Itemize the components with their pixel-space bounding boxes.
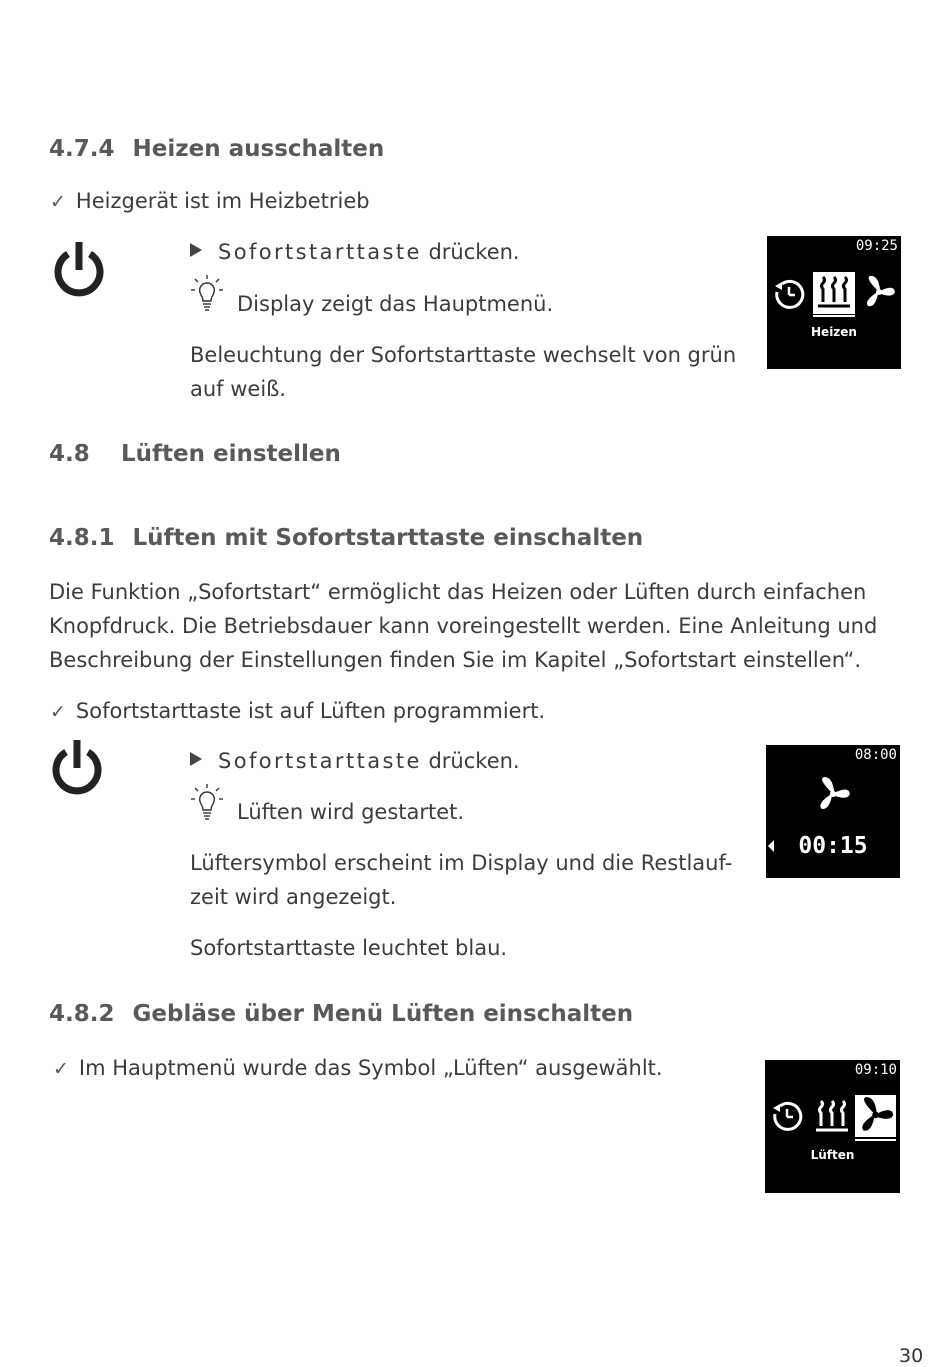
section-number: 4.8 bbox=[49, 441, 90, 467]
section-title: Lüften mit Sofortstarttaste einschalten bbox=[132, 525, 644, 551]
clock-icon bbox=[771, 1100, 803, 1132]
section-title: Gebläse über Menü Lüften einschalten bbox=[132, 1001, 634, 1027]
device-display-main-menu-vent bbox=[765, 1060, 900, 1193]
lightbulb-icon bbox=[190, 274, 224, 312]
note-vent-quick-2: Sofortstarttaste leuchtet blau. bbox=[190, 936, 508, 960]
checkmark-icon: ✓ bbox=[50, 191, 66, 213]
step-rest: drücken. bbox=[421, 240, 520, 264]
step-key: Sofortstarttaste bbox=[218, 749, 422, 773]
fan-icon bbox=[814, 775, 852, 815]
heater-icon-selected bbox=[813, 272, 855, 314]
display-time: 08:00 bbox=[854, 747, 897, 763]
note-vent-quick-line1: Lüftersymbol erscheint im Display und die Restlauf- bbox=[190, 851, 733, 875]
checkmark-icon: ✓ bbox=[53, 1058, 69, 1080]
lightbulb-icon bbox=[190, 783, 224, 821]
checkmark-icon: ✓ bbox=[50, 701, 66, 723]
selection-underline bbox=[855, 1139, 896, 1141]
result-heat-off: Display zeigt das Hauptmenü. bbox=[237, 292, 554, 316]
precondition-vent-quick bbox=[50, 694, 545, 729]
section-heading-4-8-1 bbox=[49, 525, 643, 551]
precondition-text: Im Hauptmenü wurde das Symbol „Lüften“ ausgewählt. bbox=[78, 1056, 663, 1080]
precondition-heat-off bbox=[50, 184, 370, 219]
section-title: Lüften einstellen bbox=[121, 441, 341, 467]
page-number: 30 bbox=[899, 1345, 924, 1367]
display-time: 09:25 bbox=[855, 238, 898, 254]
note-heat-off-line1: Beleuchtung der Sofortstarttaste wechselt von grün bbox=[190, 343, 737, 367]
result-vent-quick: Lüften wird gestartet. bbox=[237, 800, 465, 824]
precondition-text: Sofortstarttaste ist auf Lüften programmiert. bbox=[75, 699, 546, 723]
section-number: 4.7.4 bbox=[49, 136, 115, 162]
display-label: Heizen bbox=[811, 325, 857, 339]
section-heading-4-8-2 bbox=[49, 1001, 633, 1027]
intro-line-2: Knopfdruck. Die Betriebsdauer kann voreingestellt werden. Eine Anleitung und bbox=[49, 614, 878, 638]
power-icon bbox=[49, 738, 105, 798]
fan-icon-selected bbox=[855, 1095, 896, 1137]
fan-icon bbox=[855, 1095, 896, 1137]
display-label: Lüften bbox=[810, 1148, 855, 1162]
section-heading-4-7-4 bbox=[49, 136, 384, 162]
clock-icon bbox=[773, 278, 805, 310]
step-heat-off bbox=[190, 235, 520, 269]
precondition-text: Heizgerät ist im Heizbetrieb bbox=[75, 189, 370, 213]
device-display-vent-running bbox=[766, 745, 900, 878]
step-key: Sofortstarttaste bbox=[218, 240, 422, 264]
precondition-vent-menu bbox=[53, 1051, 663, 1086]
selection-underline bbox=[813, 315, 855, 317]
display-time: 09:10 bbox=[854, 1062, 897, 1078]
intro-line-1: Die Funktion „Sofortstart“ ermöglicht das Heizen oder Lüften durch einfachen bbox=[49, 580, 867, 604]
note-vent-quick-line2: zeit wird angezeigt. bbox=[190, 885, 397, 909]
note-heat-off-line2: auf weiß. bbox=[190, 377, 287, 401]
fan-icon bbox=[861, 274, 897, 312]
section-number: 4.8.1 bbox=[49, 525, 115, 551]
device-display-main-menu-heat bbox=[767, 236, 901, 369]
power-icon bbox=[51, 240, 107, 300]
display-remaining-time: 00:15 bbox=[798, 833, 868, 859]
section-title: Heizen ausschalten bbox=[132, 136, 385, 162]
arrow-right-icon bbox=[190, 243, 202, 257]
arrow-right-icon bbox=[190, 752, 202, 766]
step-vent-quick bbox=[190, 744, 520, 778]
section-number: 4.8.2 bbox=[49, 1001, 115, 1027]
heater-icon bbox=[813, 272, 855, 314]
step-rest: drücken. bbox=[421, 749, 520, 773]
section-heading-4-8 bbox=[49, 441, 341, 467]
heater-icon bbox=[811, 1096, 853, 1138]
intro-line-3: Beschreibung der Einstellungen finden Sie im Kapitel „Sofortstart einstellen“. bbox=[49, 648, 862, 672]
